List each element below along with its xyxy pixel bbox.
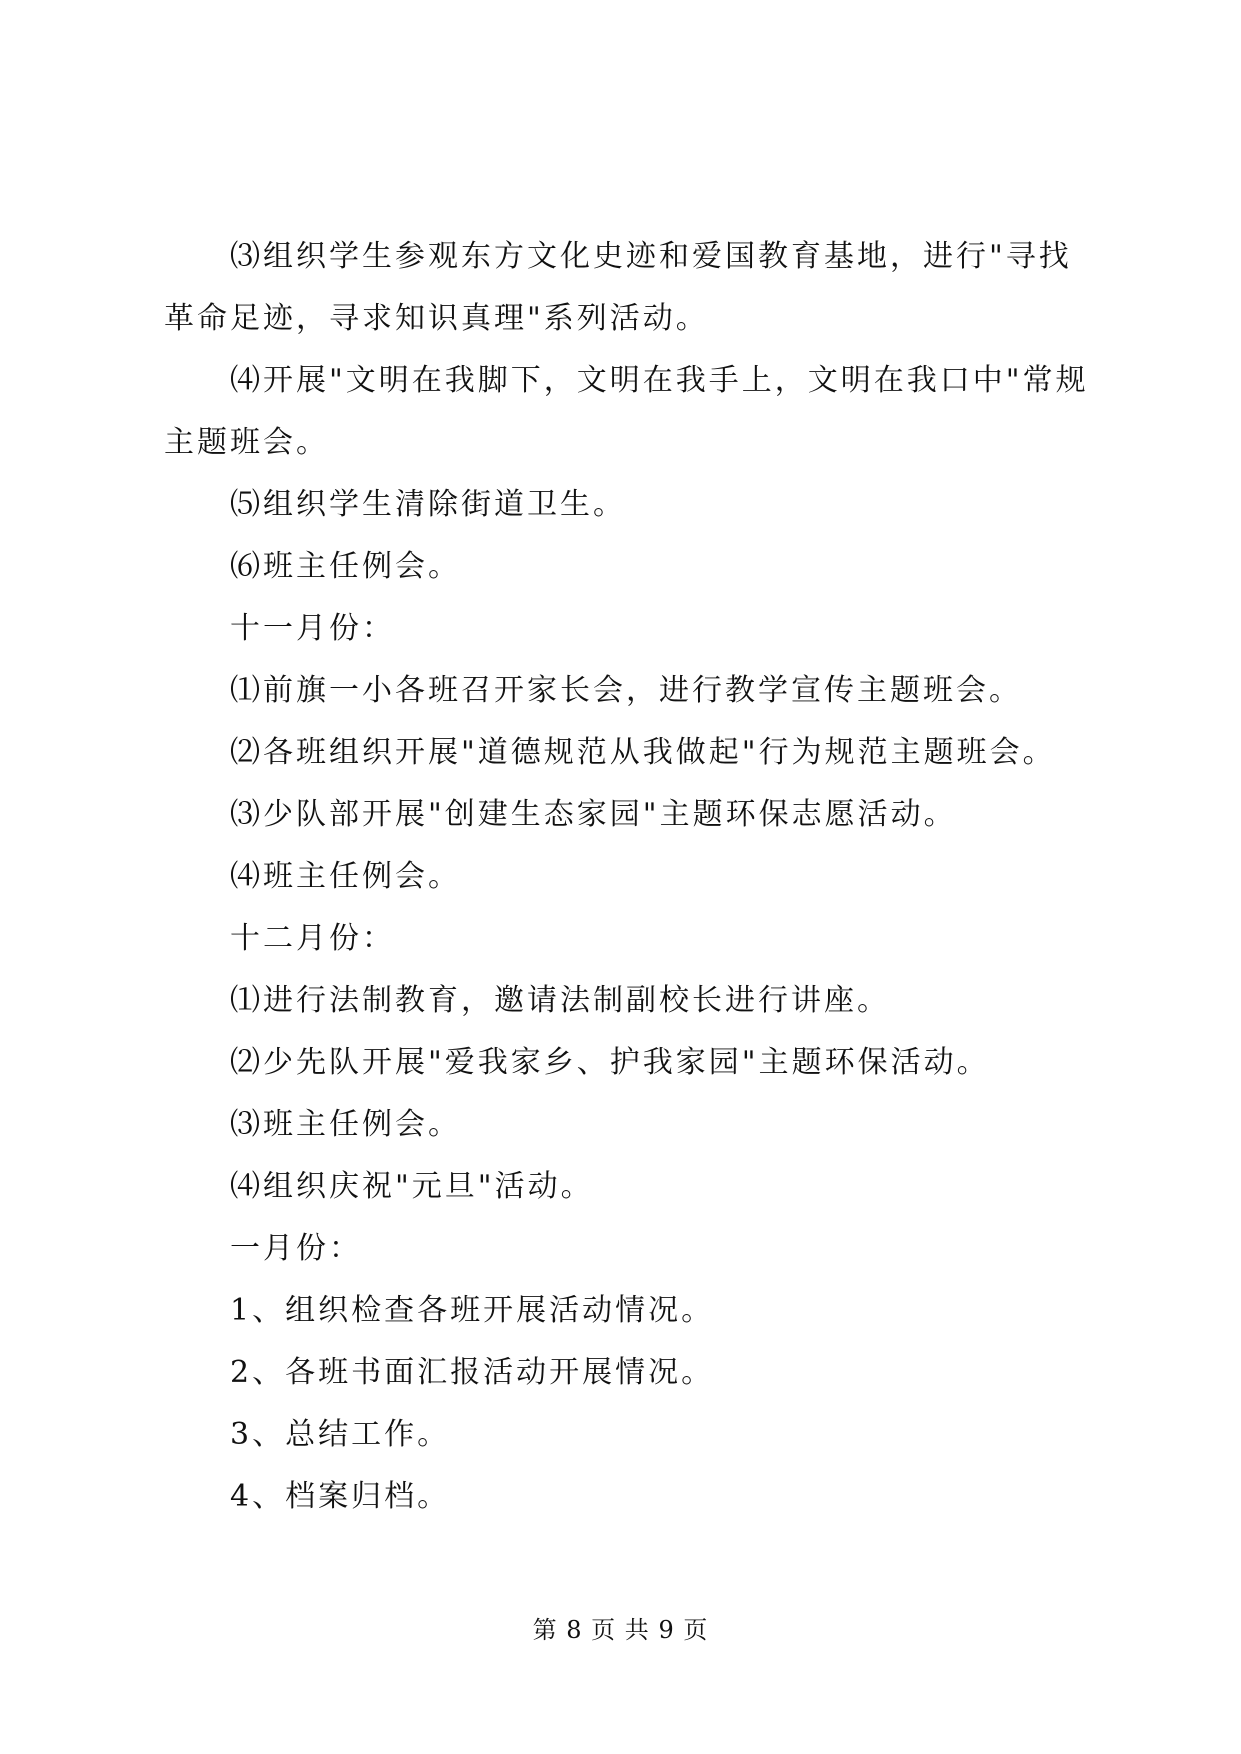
paragraph-line: 3、总结工作。 xyxy=(230,1417,451,1452)
paragraph-line: 4、档案归档。 xyxy=(230,1479,451,1514)
paragraph-line: 主题班会。 xyxy=(164,425,329,460)
paragraph-line: 革命足迹，寻求知识真理"系列活动。 xyxy=(164,301,709,336)
section-heading: 十二月份： xyxy=(230,921,395,956)
section-heading: 一月份： xyxy=(230,1231,362,1266)
paragraph-line: 2、各班书面汇报活动开展情况。 xyxy=(230,1355,715,1390)
paragraph-line: ⑷班主任例会。 xyxy=(230,859,461,894)
paragraph-line: ⑴进行法制教育，邀请法制副校长进行讲座。 xyxy=(230,983,890,1018)
paragraph-line: ⑸组织学生清除街道卫生。 xyxy=(230,487,626,522)
page-number-footer: 第 8 页 共 9 页 xyxy=(532,1616,709,1644)
paragraph-line: ⑶组织学生参观东方文化史迹和爱国教育基地，进行"寻找 xyxy=(230,239,1072,274)
document-body xyxy=(164,226,1089,1528)
paragraph-line: ⑹班主任例会。 xyxy=(230,549,461,584)
paragraph-line: ⑶少队部开展"创建生态家园"主题环保志愿活动。 xyxy=(230,797,957,832)
paragraph-line: ⑴前旗一小各班召开家长会，进行教学宣传主题班会。 xyxy=(230,673,1022,708)
paragraph-line: ⑷开展"文明在我脚下，文明在我手上，文明在我口中"常规 xyxy=(230,363,1089,398)
paragraph-line: ⑵少先队开展"爱我家乡、护我家园"主题环保活动。 xyxy=(230,1045,990,1080)
paragraph-line: ⑵各班组织开展"道德规范从我做起"行为规范主题班会。 xyxy=(230,735,1056,770)
paragraph-line: 1、组织检查各班开展活动情况。 xyxy=(230,1293,715,1328)
paragraph-line: ⑶班主任例会。 xyxy=(230,1107,461,1142)
section-heading: 十一月份： xyxy=(230,611,395,646)
paragraph-line: ⑷组织庆祝"元旦"活动。 xyxy=(230,1169,594,1204)
